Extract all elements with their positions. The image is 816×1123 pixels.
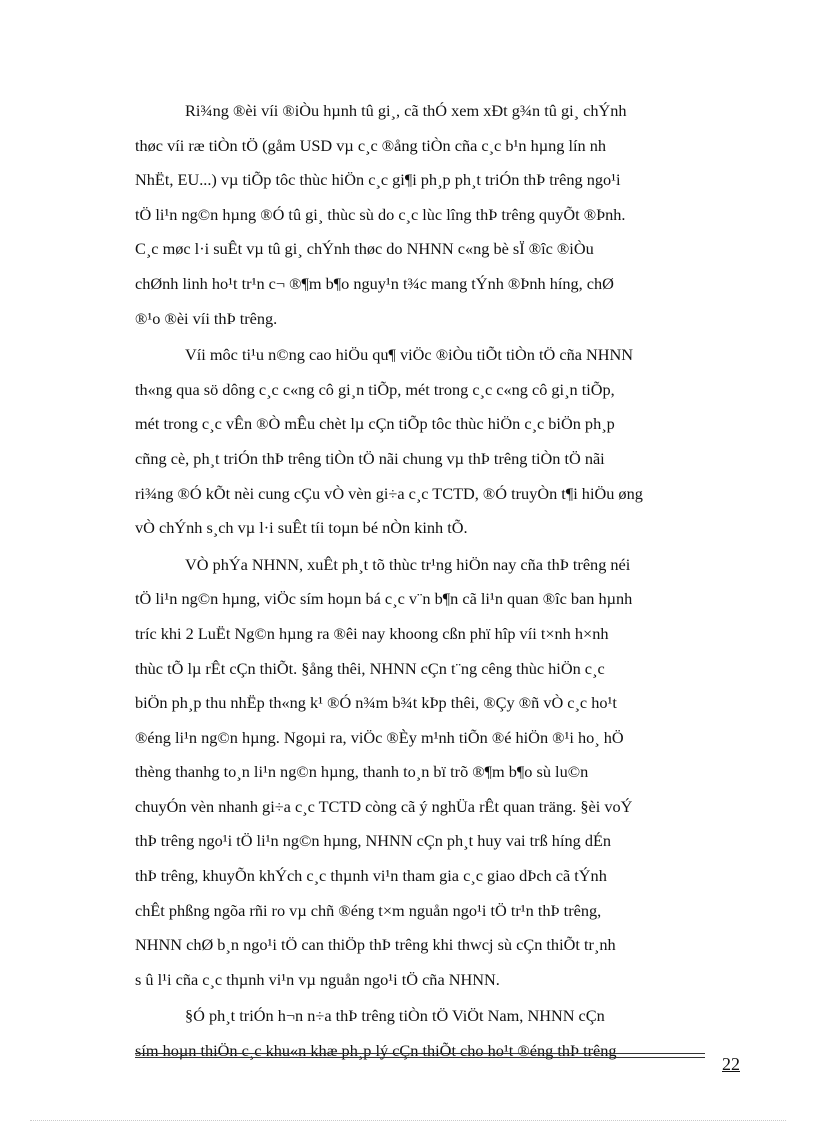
- text-line: NHNN chØ b¸n ngo¹i tÖ can thiÖp thÞ trêng khi thwcj sù cÇn thiÕt tr¸nh: [135, 935, 616, 955]
- text-line: tÖ li¹n ng©n hµng ®Ó tû gi¸ thùc sù do c¸c lùc lîng thÞ trêng quyÕt ®Þnh.: [135, 204, 626, 224]
- page-number: 22: [722, 1054, 740, 1074]
- text-line: Víi môc ti¹u n©ng cao hiÖu qu¶ viÖc ®iÒu tiÕt tiÒn tÖ cña NHNN: [185, 345, 634, 365]
- text-line: §Ó ph¸t triÓn h¬n n÷a thÞ trêng tiÒn tÖ ViÖt Nam, NHNN cÇn: [185, 1006, 605, 1026]
- text-line: thÞ trêng ngo¹i tÖ li¹n ng©n hµng, NHNN cÇn ph¸t huy vai trß híng dÉn: [135, 831, 612, 851]
- text-line: thÞ trêng, khuyÕn khÝch c¸c thµnh vi¹n tham gia c¸c giao dÞch cã tÝnh: [135, 866, 607, 886]
- footer-rule: [135, 1053, 705, 1054]
- text-line: th«ng qua sö dông c¸c c«ng cô gi¸n tiÕp, mét trong c¸c c«ng cô gi¸n tiÕp,: [135, 379, 615, 399]
- text-line: thèng thanhg to¸n li¹n ng©n hµng, thanh to¸n bï trõ ®¶m b¶o sù lu©n: [135, 762, 589, 782]
- text-line: chÊt phßng ngõa rñi ro vµ chñ ®éng t×m nguån ngo¹i tÖ tr¹n thÞ trêng,: [135, 900, 602, 920]
- paragraph: [135, 338, 755, 546]
- text-line: vÒ chÝnh s¸ch vµ l·i suÊt tíi toµn bé nÒn kinh tÕ.: [135, 518, 468, 538]
- footer-rule: [135, 1057, 705, 1058]
- text-line: ®éng li¹n ng©n hµng. Ngoµi ra, viÖc ®Èy m¹nh tiÕn ®é hiÖn ®¹i ho¸ hÖ: [135, 727, 624, 747]
- text-line: mét trong c¸c vÊn ®Ò mÊu chèt lµ cÇn tiÕp tôc thùc hiÖn c¸c biÖn ph¸p: [135, 414, 615, 434]
- text-line: sím hoµn thiÖn c¸c khu«n khæ ph¸p lý cÇn thiÕt cho ho¹t ®éng thÞ trêng: [135, 1041, 617, 1061]
- text-line: C¸c møc l·i suÊt vµ tû gi¸ chÝnh thøc do NHNN c«ng bè sÏ ®îc ®iÒu: [135, 239, 594, 259]
- text-line: cñng cè, ph¸t triÓn thÞ trêng tiÒn tÖ nãi chung vµ thÞ trêng tiÒn tÖ nãi: [135, 448, 605, 468]
- text-line: ri¾ng ®Ó kÕt nèi cung cÇu vÒ vèn gi÷a c¸c TCTD, ®Ó truyÒn t¶i hiÖu øng: [135, 483, 643, 503]
- page-edge-divider: [30, 1120, 786, 1121]
- text-line: s û l¹i cña c¸c thµnh vi¹n vµ nguån ngo¹i tÖ cña NHNN.: [135, 969, 500, 989]
- text-line: thøc víi ræ tiÒn tÖ (gåm USD vµ c¸c ®ång tiÒn cña c¸c b¹n hµng lín nh: [135, 135, 606, 155]
- paragraph: [135, 94, 755, 336]
- body-text: [135, 94, 755, 1071]
- text-line: tÖ li¹n ng©n hµng, viÖc sím hoµn bá c¸c v¨n b¶n cã li¹n quan ®îc ban hµnh: [135, 589, 633, 609]
- paragraph: [135, 999, 755, 1068]
- text-line: chØnh linh ho¹t tr¹n c¬ ®¶m b¶o nguy¹n t¾c mang tÝnh ®Þnh híng, chØ: [135, 273, 614, 293]
- text-line: biÖn ph¸p thu nhËp th«ng k¹ ®Ó n¾m b¾t kÞp thêi, ®Çy ®ñ vÒ c¸c ho¹t: [135, 693, 617, 713]
- text-line: ®¹o ®èi víi thÞ trêng.: [135, 308, 278, 328]
- text-line: NhËt, EU...) vµ tiÕp tôc thùc hiÖn c¸c gi¶i ph¸p ph¸t triÓn thÞ trêng ngo¹i: [135, 170, 621, 190]
- text-line: VÒ phÝa NHNN, xuÊt ph¸t tõ thùc tr¹ng hiÖn nay cña thÞ trêng néi: [185, 554, 631, 574]
- paragraph: [135, 548, 755, 998]
- text-line: Ri¾ng ®èi víi ®iÒu hµnh tû gi¸, cã thÓ xem xÐt g¾n tû gi¸ chÝnh: [185, 101, 627, 120]
- text-line: thùc tÕ lµ rÊt cÇn thiÕt. §ång thêi, NHNN cÇn t¨ng cêng thùc hiÖn c¸c: [135, 658, 605, 678]
- text-line: tríc khi 2 LuËt Ng©n hµng ra ®êi nay khoong cßn phï hîp víi t×nh h×nh: [135, 623, 609, 643]
- text-line: chuyÓn vèn nhanh gi÷a c¸c TCTD còng cã ý nghÜa rÊt quan träng. §èi voÝ: [135, 796, 633, 816]
